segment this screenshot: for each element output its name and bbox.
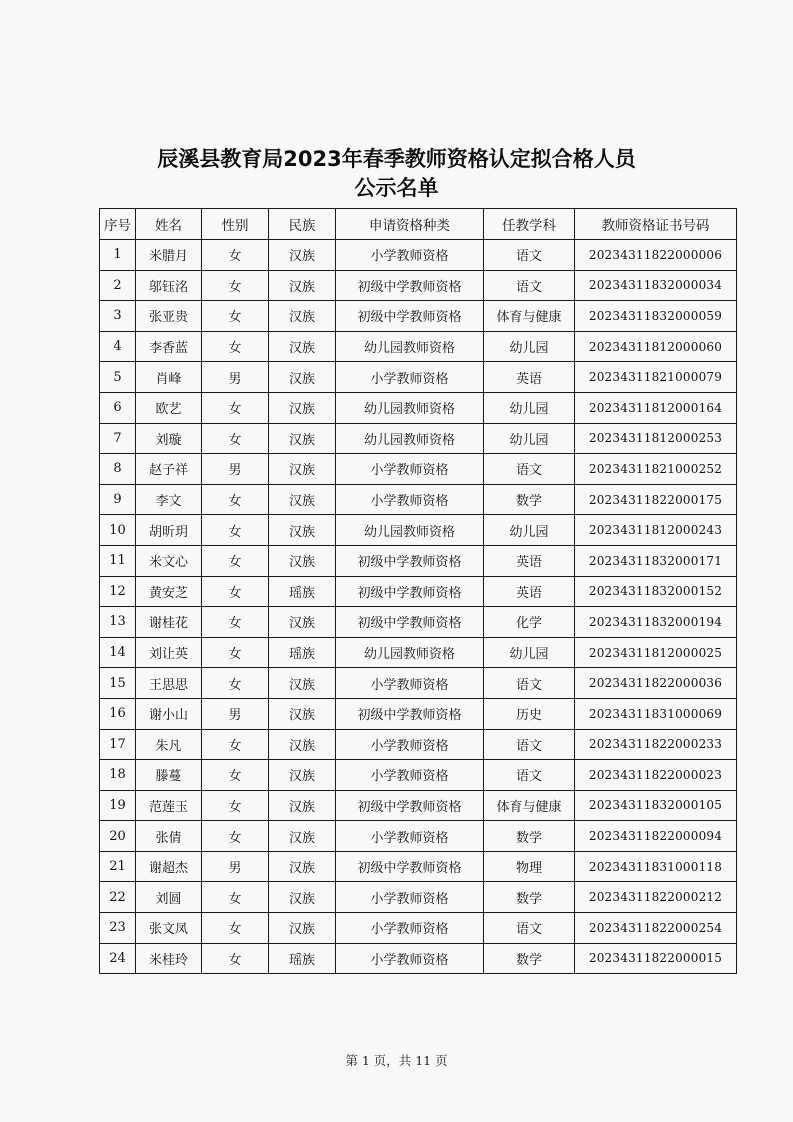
cell-certificate-number: 20234311831000069 [575, 698, 737, 729]
cell-subject: 语文 [484, 760, 575, 791]
cell-ethnicity: 瑶族 [269, 943, 336, 974]
cell-subject: 语文 [484, 729, 575, 760]
cell-name: 胡昕玥 [136, 515, 202, 546]
cell-qualification-type: 小学教师资格 [336, 240, 484, 271]
cell-qualification-type: 初级中学教师资格 [336, 576, 484, 607]
cell-serial-no: 16 [100, 698, 136, 729]
cell-subject: 语文 [484, 668, 575, 699]
table-row [100, 607, 737, 638]
cell-ethnicity: 汉族 [269, 821, 336, 852]
cell-certificate-number: 20234311812000164 [575, 392, 737, 423]
table-row [100, 637, 737, 668]
cell-serial-no: 22 [100, 882, 136, 913]
cell-gender: 女 [202, 943, 269, 974]
cell-certificate-number: 20234311822000254 [575, 913, 737, 944]
cell-certificate-number: 20234311832000105 [575, 790, 737, 821]
cell-serial-no: 17 [100, 729, 136, 760]
cell-qualification-type: 初级中学教师资格 [336, 270, 484, 301]
cell-qualification-type: 小学教师资格 [336, 729, 484, 760]
cell-ethnicity: 汉族 [269, 668, 336, 699]
cell-certificate-number: 20234311822000175 [575, 484, 737, 515]
cell-subject: 历史 [484, 698, 575, 729]
table-row [100, 760, 737, 791]
cell-certificate-number: 20234311822000006 [575, 240, 737, 271]
cell-subject: 英语 [484, 545, 575, 576]
cell-certificate-number: 20234311822000094 [575, 821, 737, 852]
cell-qualification-type: 幼儿园教师资格 [336, 392, 484, 423]
cell-certificate-number: 20234311832000034 [575, 270, 737, 301]
title-line-2: 公示名单 [354, 176, 439, 200]
header-name: 姓名 [136, 209, 202, 240]
cell-ethnicity: 汉族 [269, 851, 336, 882]
cell-serial-no: 13 [100, 607, 136, 638]
cell-name: 欧艺 [136, 392, 202, 423]
cell-name: 赵子祥 [136, 454, 202, 485]
cell-name: 朱凡 [136, 729, 202, 760]
cell-subject: 幼儿园 [484, 637, 575, 668]
cell-name: 谢桂花 [136, 607, 202, 638]
table-row [100, 729, 737, 760]
cell-certificate-number: 20234311812000060 [575, 331, 737, 362]
cell-gender: 男 [202, 454, 269, 485]
table-row [100, 943, 737, 974]
cell-gender: 女 [202, 607, 269, 638]
cell-qualification-type: 初级中学教师资格 [336, 790, 484, 821]
cell-serial-no: 23 [100, 913, 136, 944]
cell-ethnicity: 汉族 [269, 331, 336, 362]
cell-serial-no: 24 [100, 943, 136, 974]
header-subject: 任教学科 [484, 209, 575, 240]
cell-serial-no: 7 [100, 423, 136, 454]
cell-gender: 女 [202, 913, 269, 944]
cell-subject: 语文 [484, 454, 575, 485]
roster-table [99, 208, 737, 974]
header-gender: 性别 [202, 209, 269, 240]
cell-gender: 女 [202, 668, 269, 699]
cell-serial-no: 2 [100, 270, 136, 301]
cell-qualification-type: 幼儿园教师资格 [336, 515, 484, 546]
cell-ethnicity: 瑶族 [269, 576, 336, 607]
cell-ethnicity: 汉族 [269, 270, 336, 301]
cell-qualification-type: 小学教师资格 [336, 943, 484, 974]
cell-certificate-number: 20234311832000171 [575, 545, 737, 576]
cell-certificate-number: 20234311831000118 [575, 851, 737, 882]
cell-ethnicity: 汉族 [269, 301, 336, 332]
cell-gender: 女 [202, 270, 269, 301]
cell-serial-no: 8 [100, 454, 136, 485]
table-row [100, 913, 737, 944]
cell-name: 黄安芝 [136, 576, 202, 607]
table-row [100, 392, 737, 423]
cell-name: 刘璇 [136, 423, 202, 454]
cell-name: 邬钰洺 [136, 270, 202, 301]
cell-qualification-type: 小学教师资格 [336, 913, 484, 944]
cell-certificate-number: 20234311822000023 [575, 760, 737, 791]
cell-serial-no: 12 [100, 576, 136, 607]
cell-gender: 女 [202, 392, 269, 423]
cell-name: 张亚贵 [136, 301, 202, 332]
page-number: 第 1 页，共 11 页 [345, 1053, 448, 1068]
cell-qualification-type: 小学教师资格 [336, 821, 484, 852]
cell-certificate-number: 20234311832000194 [575, 607, 737, 638]
cell-qualification-type: 幼儿园教师资格 [336, 331, 484, 362]
cell-name: 米文心 [136, 545, 202, 576]
cell-name: 刘圆 [136, 882, 202, 913]
cell-gender: 男 [202, 698, 269, 729]
cell-serial-no: 10 [100, 515, 136, 546]
cell-qualification-type: 小学教师资格 [336, 882, 484, 913]
cell-gender: 女 [202, 331, 269, 362]
cell-name: 谢小山 [136, 698, 202, 729]
cell-subject: 英语 [484, 576, 575, 607]
cell-serial-no: 21 [100, 851, 136, 882]
cell-gender: 女 [202, 545, 269, 576]
cell-gender: 女 [202, 484, 269, 515]
cell-serial-no: 6 [100, 392, 136, 423]
cell-subject: 数学 [484, 821, 575, 852]
cell-gender: 女 [202, 423, 269, 454]
cell-serial-no: 14 [100, 637, 136, 668]
cell-qualification-type: 幼儿园教师资格 [336, 423, 484, 454]
cell-subject: 语文 [484, 240, 575, 271]
cell-gender: 男 [202, 362, 269, 393]
cell-subject: 语文 [484, 913, 575, 944]
cell-name: 米腊月 [136, 240, 202, 271]
cell-gender: 女 [202, 882, 269, 913]
cell-subject: 物理 [484, 851, 575, 882]
cell-serial-no: 5 [100, 362, 136, 393]
cell-subject: 体育与健康 [484, 790, 575, 821]
cell-serial-no: 3 [100, 301, 136, 332]
cell-ethnicity: 汉族 [269, 760, 336, 791]
cell-certificate-number: 20234311822000233 [575, 729, 737, 760]
cell-subject: 数学 [484, 882, 575, 913]
cell-serial-no: 18 [100, 760, 136, 791]
cell-ethnicity: 汉族 [269, 790, 336, 821]
cell-certificate-number: 20234311822000036 [575, 668, 737, 699]
table-row [100, 851, 737, 882]
cell-name: 谢超杰 [136, 851, 202, 882]
title-line-1: 辰溪县教育局2023年春季教师资格认定拟合格人员 [157, 147, 636, 171]
table-body [100, 240, 737, 974]
cell-serial-no: 20 [100, 821, 136, 852]
cell-name: 滕蔓 [136, 760, 202, 791]
cell-gender: 女 [202, 637, 269, 668]
cell-ethnicity: 汉族 [269, 913, 336, 944]
cell-serial-no: 4 [100, 331, 136, 362]
cell-qualification-type: 小学教师资格 [336, 362, 484, 393]
cell-name: 肖峰 [136, 362, 202, 393]
cell-certificate-number: 20234311832000059 [575, 301, 737, 332]
cell-serial-no: 11 [100, 545, 136, 576]
cell-certificate-number: 20234311812000243 [575, 515, 737, 546]
table-row [100, 790, 737, 821]
cell-qualification-type: 初级中学教师资格 [336, 301, 484, 332]
cell-certificate-number: 20234311822000212 [575, 882, 737, 913]
cell-gender: 女 [202, 576, 269, 607]
cell-ethnicity: 汉族 [269, 392, 336, 423]
table-row [100, 454, 737, 485]
cell-serial-no: 9 [100, 484, 136, 515]
cell-serial-no: 1 [100, 240, 136, 271]
cell-certificate-number: 20234311821000079 [575, 362, 737, 393]
table-row [100, 576, 737, 607]
cell-name: 张倩 [136, 821, 202, 852]
cell-subject: 幼儿园 [484, 331, 575, 362]
cell-ethnicity: 汉族 [269, 240, 336, 271]
table-row [100, 301, 737, 332]
cell-name: 王思思 [136, 668, 202, 699]
cell-ethnicity: 汉族 [269, 545, 336, 576]
cell-qualification-type: 初级中学教师资格 [336, 607, 484, 638]
cell-name: 刘让英 [136, 637, 202, 668]
header-qualification-type: 申请资格种类 [336, 209, 484, 240]
table-row [100, 270, 737, 301]
cell-name: 李文 [136, 484, 202, 515]
table-row [100, 821, 737, 852]
cell-qualification-type: 小学教师资格 [336, 484, 484, 515]
table-header-row [100, 209, 737, 240]
cell-gender: 男 [202, 851, 269, 882]
cell-subject: 化学 [484, 607, 575, 638]
cell-ethnicity: 汉族 [269, 423, 336, 454]
cell-serial-no: 15 [100, 668, 136, 699]
cell-ethnicity: 汉族 [269, 882, 336, 913]
cell-ethnicity: 汉族 [269, 362, 336, 393]
cell-subject: 语文 [484, 270, 575, 301]
cell-certificate-number: 20234311822000015 [575, 943, 737, 974]
cell-certificate-number: 20234311821000252 [575, 454, 737, 485]
cell-qualification-type: 初级中学教师资格 [336, 851, 484, 882]
cell-subject: 幼儿园 [484, 515, 575, 546]
cell-qualification-type: 小学教师资格 [336, 760, 484, 791]
cell-qualification-type: 初级中学教师资格 [336, 698, 484, 729]
table-row [100, 515, 737, 546]
cell-ethnicity: 汉族 [269, 607, 336, 638]
cell-ethnicity: 汉族 [269, 454, 336, 485]
table-row [100, 698, 737, 729]
cell-subject: 幼儿园 [484, 392, 575, 423]
table-row [100, 362, 737, 393]
table-row [100, 331, 737, 362]
cell-ethnicity: 瑶族 [269, 637, 336, 668]
cell-serial-no: 19 [100, 790, 136, 821]
table-row [100, 240, 737, 271]
table-row [100, 423, 737, 454]
cell-name: 米桂玲 [136, 943, 202, 974]
document-title [0, 145, 793, 203]
cell-subject: 英语 [484, 362, 575, 393]
table-row [100, 484, 737, 515]
table-row [100, 545, 737, 576]
header-ethnicity: 民族 [269, 209, 336, 240]
cell-name: 张文凤 [136, 913, 202, 944]
table-row [100, 668, 737, 699]
cell-ethnicity: 汉族 [269, 729, 336, 760]
cell-qualification-type: 小学教师资格 [336, 454, 484, 485]
cell-subject: 数学 [484, 484, 575, 515]
cell-gender: 女 [202, 301, 269, 332]
table-row [100, 882, 737, 913]
cell-subject: 数学 [484, 943, 575, 974]
cell-certificate-number: 20234311832000152 [575, 576, 737, 607]
cell-ethnicity: 汉族 [269, 484, 336, 515]
cell-name: 李香蓝 [136, 331, 202, 362]
cell-ethnicity: 汉族 [269, 515, 336, 546]
cell-name: 范莲玉 [136, 790, 202, 821]
cell-qualification-type: 小学教师资格 [336, 668, 484, 699]
cell-gender: 女 [202, 515, 269, 546]
cell-gender: 女 [202, 790, 269, 821]
cell-subject: 体育与健康 [484, 301, 575, 332]
cell-certificate-number: 20234311812000025 [575, 637, 737, 668]
cell-gender: 女 [202, 760, 269, 791]
cell-qualification-type: 幼儿园教师资格 [336, 637, 484, 668]
cell-ethnicity: 汉族 [269, 698, 336, 729]
header-serial-no: 序号 [100, 209, 136, 240]
cell-gender: 女 [202, 729, 269, 760]
cell-certificate-number: 20234311812000253 [575, 423, 737, 454]
cell-gender: 女 [202, 240, 269, 271]
cell-subject: 幼儿园 [484, 423, 575, 454]
header-certificate-number: 教师资格证书号码 [575, 209, 737, 240]
cell-gender: 女 [202, 821, 269, 852]
cell-qualification-type: 初级中学教师资格 [336, 545, 484, 576]
